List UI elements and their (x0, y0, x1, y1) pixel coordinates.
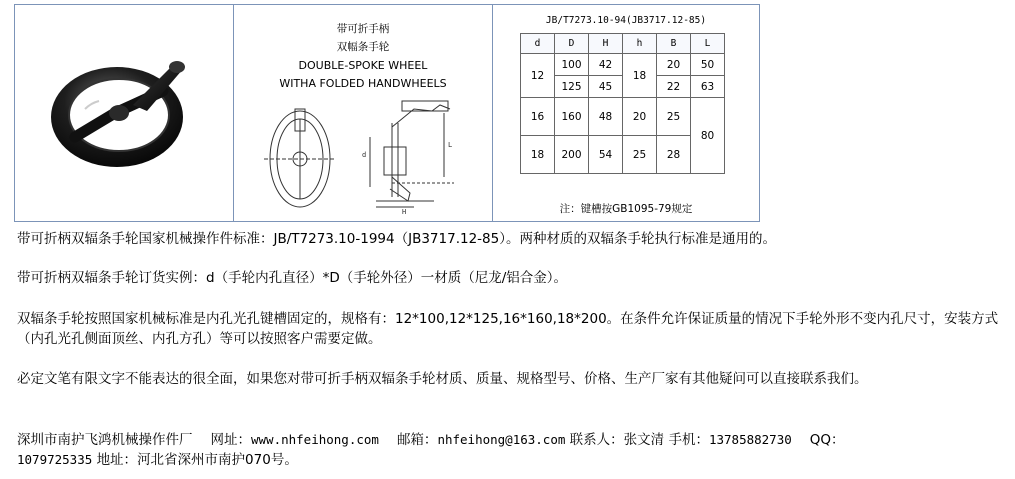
contact-person-label: 联系人： (569, 432, 624, 448)
spec-cell: 125 (555, 76, 589, 98)
spec-cell: 100 (555, 54, 589, 76)
spec-cell: 20 (657, 54, 691, 76)
spec-header-B: B (657, 34, 691, 54)
svg-text:H: H (402, 208, 407, 215)
spec-header-H: H (589, 34, 623, 54)
spec-cell: 80 (691, 98, 725, 174)
drawing-title-cn-2: 双幅条手轮 (336, 41, 390, 53)
website-label: 网址： (210, 432, 251, 448)
spec-cell: 200 (555, 136, 589, 174)
handwheel-drawing (264, 97, 464, 215)
product-photo-cell (15, 5, 234, 221)
email-label: 邮箱： (396, 432, 438, 448)
company-name: 深圳市南护飞鸿机械操作件厂 (17, 432, 193, 448)
spec-table (520, 33, 725, 174)
spec-cell: 18 (521, 136, 555, 174)
website-link[interactable]: www.nhfeihong.com (251, 432, 379, 447)
spec-cell: 20 (623, 98, 657, 136)
email-link[interactable]: nhfeihong@163.com (437, 432, 566, 447)
drawing-title-en-1: DOUBLE-SPOKE WHEEL (298, 59, 428, 72)
spec-cell: 160 (555, 98, 589, 136)
spec-cell: 18 (623, 54, 657, 98)
product-info-box (14, 4, 760, 222)
spec-header-h: h (623, 34, 657, 54)
address-label: 地址： (96, 452, 138, 468)
drawing-title-cn-1: 带可折手柄 (336, 23, 390, 35)
spec-reference: JB/T7273.10-94(JB3717.12-85) (545, 15, 707, 26)
address: 河北省深州市南护070号。 (137, 452, 298, 468)
phone-number: 13785882730 (708, 432, 792, 447)
qq-number: 1079725335 (17, 452, 93, 467)
spec-cell: 22 (657, 76, 691, 98)
contact-block (17, 430, 1007, 470)
standard-paragraph: 带可折柄双辐条手轮国家机械操作件标准：JB/T7273.10-1994（JB3717.12-85）。两种材质的双辐条手轮执行标准是通用的。 (17, 231, 776, 247)
svg-text:L: L (448, 141, 453, 149)
inquiry-paragraph: 必定文笔有限文字不能表达的很全面，如果您对带可折手柄双辐条手轮材质、质量、规格型号、价格、生产厂家有其他疑问可以直接联系我们。 (17, 371, 868, 387)
handwheel-photo (45, 45, 205, 175)
spec-cell: 63 (691, 76, 725, 98)
spec-cell: 42 (589, 54, 623, 76)
spec-table-cell (493, 5, 759, 221)
spec-header-d: d (521, 34, 555, 54)
technical-drawing-cell (234, 5, 493, 221)
spec-cell: 45 (589, 76, 623, 98)
spec-row (521, 98, 725, 136)
spec-cell: 54 (589, 136, 623, 174)
spec-row (521, 54, 725, 76)
spec-cell: 50 (691, 54, 725, 76)
drawing-title-en-2: WITHA FOLDED HANDWHEELS (279, 77, 447, 90)
order-example-paragraph: 带可折柄双辐条手轮订货实例：d（手轮内孔直径）*D（手轮外径）一材质（尼龙/铝合金）。 (17, 270, 568, 286)
spec-cell: 25 (657, 98, 691, 136)
spec-note: 注：键槽按GB1095-79规定 (559, 203, 693, 215)
svg-text:d: d (362, 151, 367, 159)
qq-label: QQ： (809, 432, 845, 448)
spec-header-row (521, 34, 725, 54)
contact-person: 张文清 (623, 432, 665, 448)
phone-label: 手机： (668, 432, 709, 448)
spec-cell: 16 (521, 98, 555, 136)
spec-header-L: L (691, 34, 725, 54)
specification-paragraph: 双辐条手轮按照国家机械标准是内孔光孔键槽固定的，规格有：12*100,12*125,16*160,18*200。在条件允许保证质量的情况下手轮外形不变内孔尺寸，安装方式（内孔光孔侧面顶丝、内孔方孔）等可以按照客户需要定做。 (17, 311, 999, 347)
spec-cell: 25 (623, 136, 657, 174)
spec-header-D: D (555, 34, 589, 54)
spec-cell: 48 (589, 98, 623, 136)
spec-cell: 28 (657, 136, 691, 174)
spec-cell: 12 (521, 54, 555, 98)
